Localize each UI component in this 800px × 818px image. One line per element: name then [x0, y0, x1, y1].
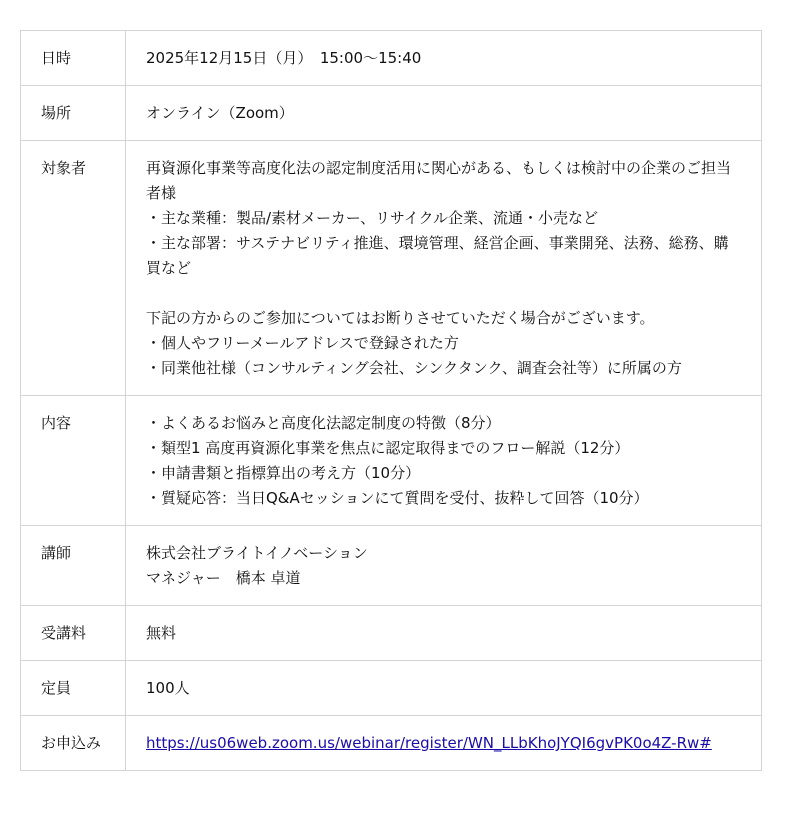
datetime-text: 2025年12月15日（月） 15:00〜15:40: [146, 49, 422, 67]
row-speaker: [21, 526, 762, 606]
content-item: ・類型1 高度再資源化事業を焦点に認定取得までのフロー解説（12分）: [146, 439, 630, 457]
row-value: [126, 31, 762, 86]
row-value: [126, 661, 762, 716]
audience-text: 再資源化事業等高度化法の認定制度活用に関心がある、もしくは検討中の企業のご担当者様: [146, 159, 732, 202]
row-fee: [21, 606, 762, 661]
audience-text: ・主な部署：サステナビリティ推進、環境管理、経営企画、事業開発、法務、総務、購買など: [146, 234, 729, 277]
row-label: お申込み: [21, 716, 126, 771]
speaker-name: マネジャー 橋本 卓道: [146, 569, 301, 587]
row-value: [126, 716, 762, 771]
content-item: ・よくあるお悩みと高度化法認定制度の特徴（8分）: [146, 414, 501, 432]
row-value: [126, 141, 762, 396]
audience-text: 下記の方からのご参加についてはお断りさせていただく場合がございます。: [146, 309, 655, 327]
row-content: [21, 396, 762, 526]
row-datetime: [21, 31, 762, 86]
row-label: 講師: [21, 526, 126, 606]
event-info-table: [20, 30, 762, 771]
venue-text: オンライン（Zoom）: [146, 104, 294, 122]
registration-link[interactable]: https://us06web.zoom.us/webinar/register/WN_LLbKhoJYQI6gvPK0o4Z-Rw#: [146, 734, 712, 752]
fee-text: 無料: [146, 624, 177, 642]
row-label: 内容: [21, 396, 126, 526]
row-value: [126, 526, 762, 606]
row-audience: [21, 141, 762, 396]
speaker-company: 株式会社ブライトイノベーション: [146, 544, 368, 562]
blank-line: [146, 281, 743, 306]
content-item: ・質疑応答：当日Q&Aセッションにて質問を受付、抜粋して回答（10分）: [146, 489, 649, 507]
row-label: 場所: [21, 86, 126, 141]
row-label: 対象者: [21, 141, 126, 396]
content-item: ・申請書類と指標算出の考え方（10分）: [146, 464, 421, 482]
row-value: [126, 86, 762, 141]
row-label: 定員: [21, 661, 126, 716]
row-label: 日時: [21, 31, 126, 86]
audience-text: ・主な業種：製品/素材メーカー、リサイクル企業、流通・小売など: [146, 209, 599, 227]
row-capacity: [21, 661, 762, 716]
row-venue: [21, 86, 762, 141]
row-registration: [21, 716, 762, 771]
capacity-text: 100人: [146, 679, 190, 697]
audience-text: ・同業他社様（コンサルティング会社、シンクタンク、調査会社等）に所属の方: [146, 359, 682, 377]
row-label: 受講料: [21, 606, 126, 661]
audience-text: ・個人やフリーメールアドレスで登録された方: [146, 334, 459, 352]
row-value: [126, 606, 762, 661]
row-value: [126, 396, 762, 526]
